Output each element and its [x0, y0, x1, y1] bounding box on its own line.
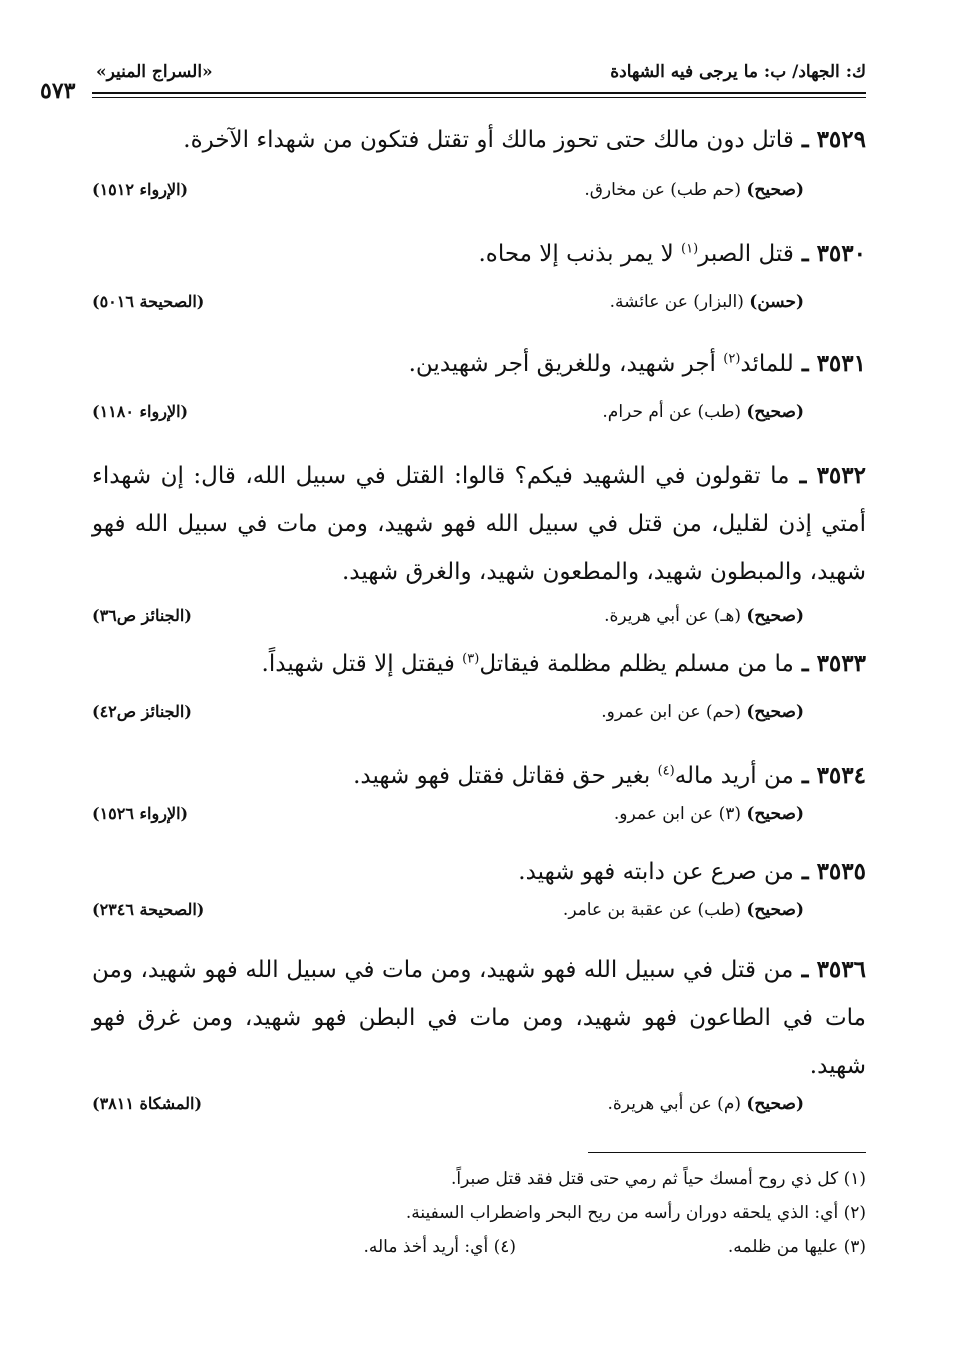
hadith-entry — [92, 640, 866, 732]
footnote-text: أي: أريد أخذ ماله. — [363, 1237, 489, 1257]
hadith-body: ما تقولون في الشهيد فيكم؟ قالوا: القتل في سبيل الله، قال: إن شهداء أمتي إذن لقليل، من قتل في سبيل الله فهو شهيد، ومن مات في سبيل الله فهو شهيد، والمبطون شهيد، والمطعون شهيد، والغرق شهيد. — [92, 463, 866, 585]
hadith-entry — [92, 116, 866, 210]
grade-label: (صحيح) — [746, 180, 804, 200]
hadith-text: ٣٥٣٢ ـ ما تقولون في الشهيد فيكم؟ قالوا: القتل في سبيل الله، قال: إن شهداء أمتي إذن لقليل، من قتل في سبيل الله فهو شهيد، ومن مات في سبيل الله فهو شهيد، والمبطون شهيد، والمطعون شهيد، والغرق شهيد. — [92, 462, 866, 585]
grade-label: (صحيح) — [746, 1094, 804, 1114]
hadith-number: ٣٥٣٣ — [816, 650, 866, 677]
hadith-number: ٣٥٣٠ — [816, 240, 866, 267]
grade-label: (صحيح) — [746, 606, 804, 626]
footnote-text: أي: الذي يلحقه دوران رأسه من ريح البحر واضطراب السفينة. — [405, 1203, 839, 1223]
hadith-body: للمائد — [740, 351, 794, 377]
hadith-text: ٣٥٣١ ـ للمائد$^{(٢)}$ أجر شهيد، وللغريق أجر شهيدين. — [408, 350, 866, 377]
grading — [604, 606, 804, 626]
reference: (الإرواء ١١٨٠) — [92, 402, 189, 421]
reference: (المشكاة ٣٨١١) — [92, 1094, 203, 1113]
grading — [614, 804, 804, 824]
reference: (الجنائز ص٣٦) — [92, 606, 192, 625]
footnote-text: عليها من ظلمه. — [727, 1237, 839, 1257]
source-line — [92, 1094, 866, 1124]
footnote-marker: (١) — [681, 241, 699, 257]
grading — [610, 292, 804, 312]
hadith-text: ٣٥٢٩ ـ قاتل دون مالك حتى تحوز مالك أو تقتل فتكون من شهداء الآخرة. — [183, 126, 866, 153]
source-text: (حم طب) عن مخارق. — [584, 180, 741, 200]
hadith-entry — [92, 848, 866, 930]
hadith-body-cont: بغير حق فقاتل فقتل فهو شهيد. — [353, 763, 658, 789]
footnote-mark: (٢) — [843, 1203, 866, 1223]
hadith-entry — [92, 946, 866, 1124]
grading — [608, 1094, 805, 1114]
grade-label: (حسن) — [749, 292, 804, 312]
grade-label: (صحيح) — [746, 702, 804, 722]
footnote-marker: (٢) — [723, 351, 741, 367]
source-text: (طب) عن أم حرام. — [602, 402, 741, 422]
hadith-body-cont: لا يمر بذنب إلا محاه. — [478, 241, 682, 267]
hadith-text: ٣٥٣٤ ـ من أريد ماله$^{(٤)}$ بغير حق فقاتل فقتل فهو شهيد. — [353, 762, 866, 789]
footnote-text: كل ذي روح أمسك حياً ثم رمي حتى قتل فقد قتل صبراً. — [451, 1169, 839, 1189]
source-text: (٣) عن ابن عمرو. — [613, 804, 741, 824]
hadith-entry — [92, 752, 866, 834]
footnote-item-inline — [363, 1230, 516, 1264]
footnote-mark: (١) — [843, 1169, 866, 1189]
hadith-body: من صرع عن دابته فهو شهيد. — [518, 859, 794, 885]
source-text: (م) عن أبي هريرة. — [607, 1094, 741, 1114]
footnote-item — [92, 1230, 866, 1264]
grading — [584, 180, 804, 200]
page-number: ٥٧٣ — [40, 78, 76, 104]
footnote-item — [92, 1196, 866, 1230]
header-rule-thin — [92, 97, 866, 98]
footnote-mark: (٣) — [843, 1237, 866, 1257]
reference: (الجنائز ص٤٢) — [92, 702, 192, 721]
source-line — [92, 180, 866, 210]
grading — [563, 900, 804, 920]
source-line — [92, 702, 866, 732]
reference: (الصحيحة ٢٣٤٦) — [92, 900, 205, 919]
footnote-marker: (٤) — [657, 763, 675, 779]
footnote-rule — [588, 1152, 866, 1153]
hadith-entry — [92, 230, 866, 322]
source-text: (هـ) عن أبي هريرة. — [604, 606, 741, 626]
source-line — [92, 402, 866, 432]
hadith-text: ٣٥٣٠ ـ قتل الصبر$^{(١)}$ لا يمر بذنب إلا محاه. — [478, 240, 866, 267]
source-line — [92, 292, 866, 322]
source-line — [92, 900, 866, 930]
hadith-entry — [92, 452, 866, 636]
source-text: (طب) عن عقبة بن عامر. — [562, 900, 741, 920]
grade-label: (صحيح) — [746, 900, 804, 920]
footnote-marker: (٣) — [462, 651, 480, 667]
reference: (الصحيحة ٥٠١٦) — [92, 292, 205, 311]
hadith-body: من قتل في سبيل الله فهو شهيد، ومن مات في سبيل الله فهو شهيد، ومن مات في الطاعون فهو شهيد، ومن مات في البطن فهو شهيد، ومن غرق فهو شهيد. — [92, 957, 866, 1079]
hadith-entry — [92, 340, 866, 432]
hadith-number: ٣٥٣٤ — [816, 762, 866, 789]
grading — [602, 402, 804, 422]
footnotes — [92, 1162, 866, 1264]
grade-label: (صحيح) — [746, 402, 804, 422]
reference: (الإرواء ١٥١٢) — [92, 180, 189, 199]
grading — [601, 702, 804, 722]
hadith-number: ٣٥٣١ — [816, 350, 866, 377]
hadith-number: ٣٥٣٥ — [816, 858, 866, 885]
grade-label: (صحيح) — [746, 804, 804, 824]
book-title-header: «السراج المنير» — [96, 62, 213, 82]
source-text: (حم) عن ابن عمرو. — [601, 702, 741, 722]
hadith-text: ٣٥٣٣ ـ ما من مسلم يظلم مظلمة فيقاتل$^{(٣)}$ فيقتل إلا قتل شهيداً. — [261, 650, 866, 677]
hadith-body: ما من مسلم يظلم مظلمة فيقاتل — [479, 651, 794, 677]
chapter-header: ك: الجهاد/ ب: ما يرجى فيه الشهادة — [610, 62, 866, 82]
hadith-text: ٣٥٣٥ ـ من صرع عن دابته فهو شهيد. — [518, 858, 866, 885]
hadith-body-cont: فيقتل إلا قتل شهيداً. — [261, 651, 463, 677]
hadith-body-cont: أجر شهيد، وللغريق أجر شهيدين. — [408, 351, 724, 377]
hadith-body: قاتل دون مالك حتى تحوز مالك أو تقتل فتكون من شهداء الآخرة. — [183, 127, 794, 153]
source-line — [92, 804, 866, 834]
reference: (الإرواء ١٥٢٦) — [92, 804, 189, 823]
header-rule — [92, 92, 866, 94]
hadith-text: ٣٥٣٦ ـ من قتل في سبيل الله فهو شهيد، ومن مات في سبيل الله فهو شهيد، ومن مات في الطاعون فهو شهيد، ومن مات في البطن فهو شهيد، ومن غرق فهو شهيد. — [92, 956, 866, 1079]
source-line — [92, 606, 866, 636]
source-text: (البزار) عن عائشة. — [609, 292, 744, 312]
hadith-body: قتل الصبر — [698, 241, 794, 267]
footnote-mark: (٤) — [493, 1237, 516, 1257]
hadith-body: من أريد ماله — [674, 763, 794, 789]
hadith-number: ٣٥٢٩ — [816, 126, 866, 153]
hadith-number: ٣٥٣٢ — [816, 462, 866, 489]
footnote-item — [92, 1162, 866, 1196]
hadith-number: ٣٥٣٦ — [816, 956, 866, 983]
